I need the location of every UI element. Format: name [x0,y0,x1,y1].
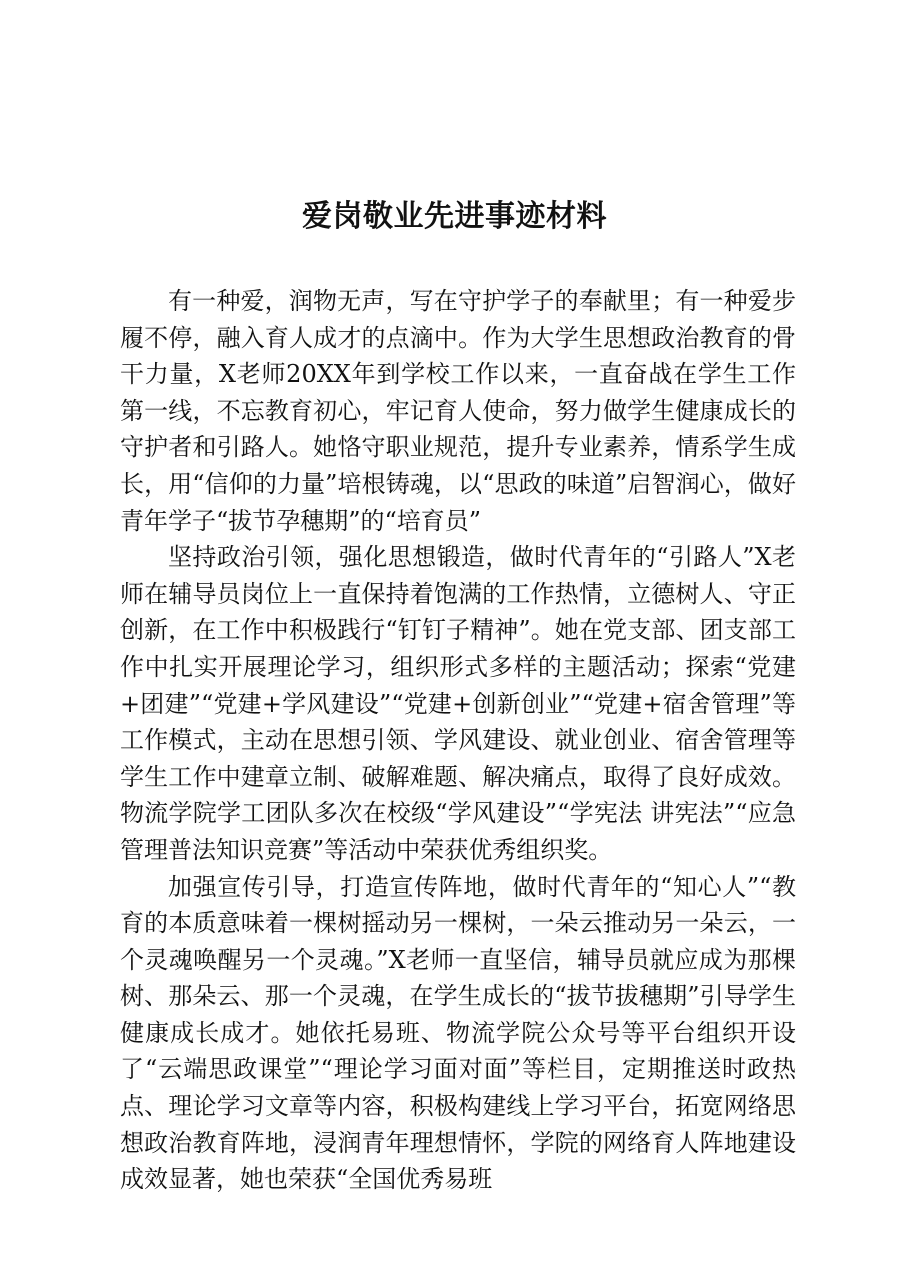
document-title: 爱岗敬业先进事迹材料 [302,199,607,234]
paragraph-2: 坚持政治引领，强化思想锻造，做时代青年的“引路人”X老师在辅导员岗位上一直保持着饱满的工作热情，立德树人、守正创新，在工作中积极践行“钉钉子精神”。她在党支部、团支部工作中扎实开展理论学习，组织形式多样的主题活动；探索“党建+团建”“党建+学风建设”“党建+创新创业”“党建+宿舍管理”等工作模式，主动在思想引领、学风建设、就业创业、宿舍管理等学生工作中建章立制、破解难题、解决痛点，取得了良好成效。物流学院学工团队多次在校级“学风建设”“学宪法 讲宪法”“应急管理普法知识竞赛”等活动中荣获优秀组织奖。 [120,543,796,864]
document-body [120,283,796,1198]
paragraph-1: 有一种爱，润物无声，写在守护学子的奉献里；有一种爱步履不停，融入育人成才的点滴中。作为大学生思想政治教育的骨干力量，X老师20XX年到学校工作以来，一直奋战在学生工作第一线，不忘教育初心，牢记育人使命，努力做学生健康成长的守护者和引路人。她恪守职业规范，提升专业素养，情系学生成长，用“信仰的力量”培根铸魂，以“思政的味道”启智润心，做好青年学子“拔节孕穗期”的“培育员” [120,287,796,535]
paragraph-3: 加强宣传引导，打造宣传阵地，做时代青年的“知心人”“教育的本质意味着一棵树摇动另一棵树，一朵云推动另一朵云，一个灵魂唤醒另一个灵魂。”X老师一直坚信，辅导员就应成为那棵树、那朵云、那一个灵魂，在学生成长的“拔节拔穗期”引导学生健康成长成才。她依托易班、物流学院公众号等平台组织开设了“云端思政课堂”“理论学习面对面”等栏目，定期推送时政热点、理论学习文章等内容，积极构建线上学习平台，拓宽网络思想政治教育阵地，浸润青年理想情怀，学院的网络育人阵地建设成效显著，她也荣获“全国优秀易班 [120,872,796,1194]
